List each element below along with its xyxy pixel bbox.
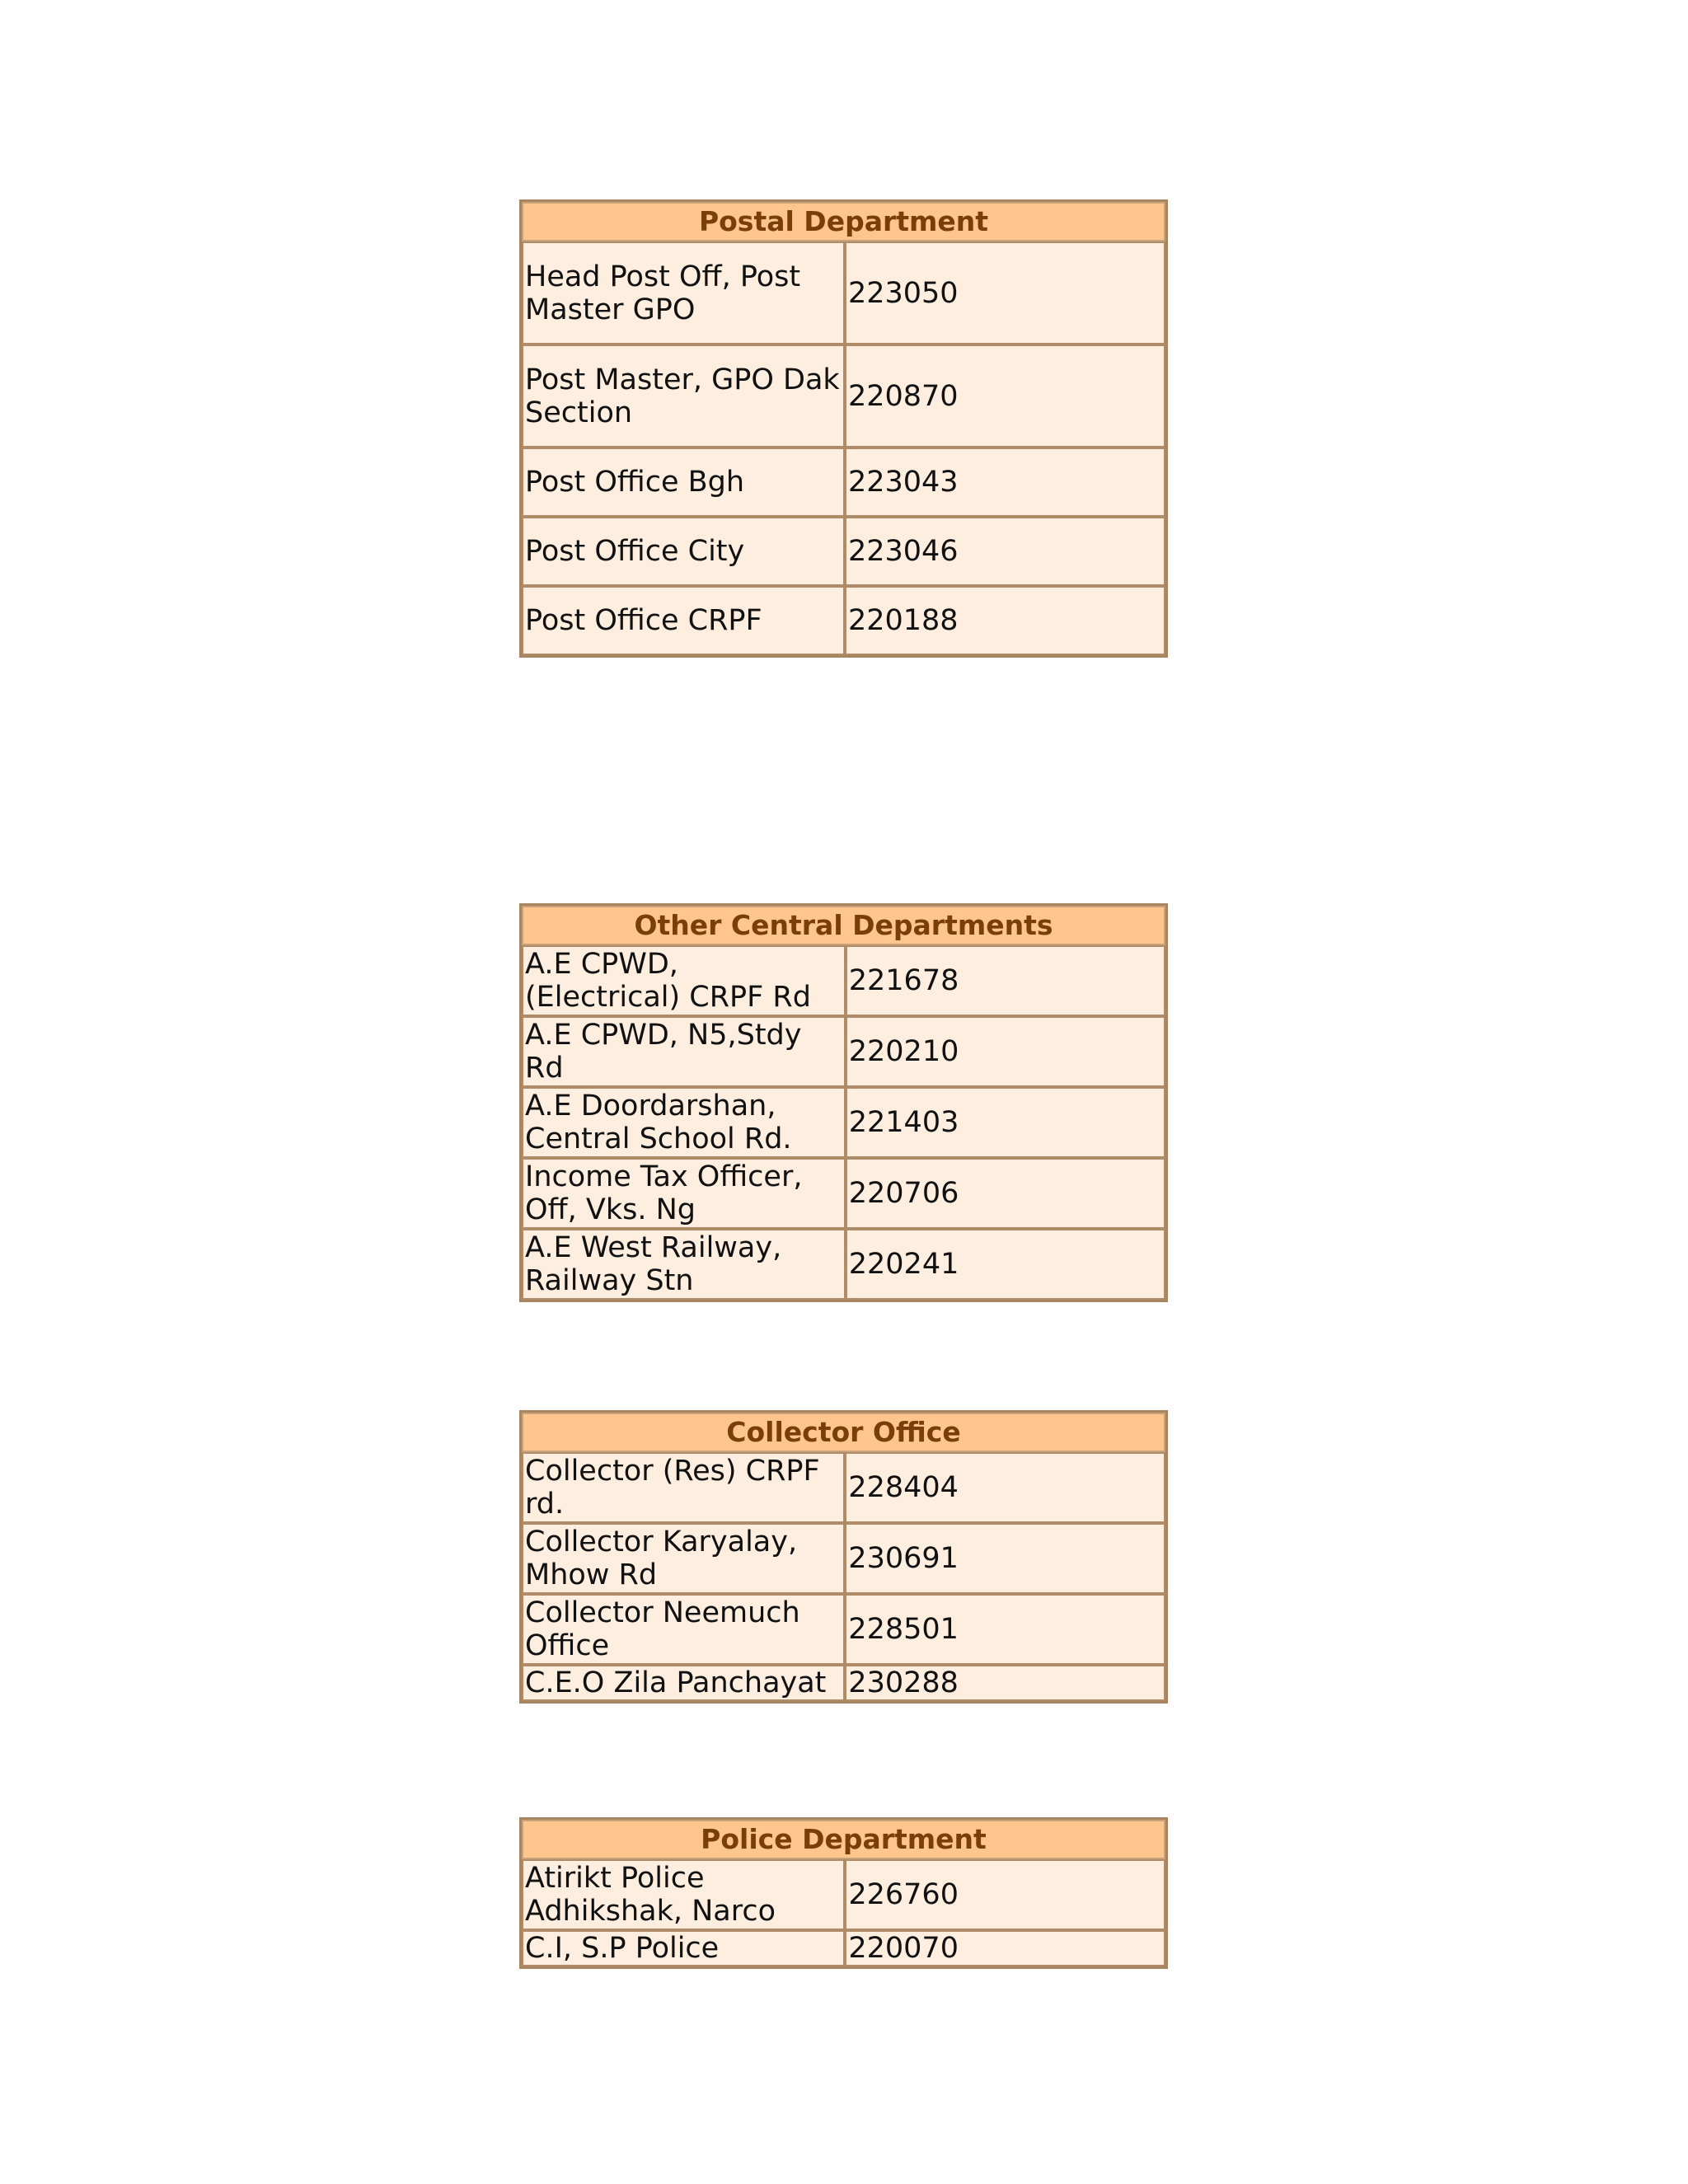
phone-number: 228404 bbox=[845, 1452, 1165, 1523]
phone-number: 230288 bbox=[845, 1665, 1165, 1701]
table-row bbox=[522, 241, 1165, 344]
table-title: Police Department bbox=[522, 1820, 1165, 1859]
other-central-departments-table bbox=[519, 903, 1168, 1302]
phone-number: 220188 bbox=[845, 586, 1165, 655]
phone-number: 220210 bbox=[846, 1016, 1165, 1087]
table-title: Postal Department bbox=[522, 202, 1165, 241]
office-name: Income Tax Officer, Off, Vks. Ng bbox=[522, 1158, 846, 1229]
office-name: A.E Doordarshan, Central School Rd. bbox=[522, 1087, 846, 1158]
table-title: Collector Office bbox=[522, 1413, 1165, 1452]
office-name: A.E CPWD, (Electrical) CRPF Rd bbox=[522, 945, 846, 1016]
office-name: Collector Neemuch Office bbox=[522, 1594, 845, 1665]
table-header-row bbox=[522, 1413, 1165, 1452]
table-row bbox=[522, 1452, 1165, 1523]
table-row bbox=[522, 1016, 1165, 1087]
office-name: A.E West Railway, Railway Stn bbox=[522, 1229, 846, 1300]
table-row bbox=[522, 1665, 1165, 1701]
office-name: C.I, S.P Police bbox=[522, 1930, 845, 1966]
table-row bbox=[522, 344, 1165, 448]
phone-number: 220870 bbox=[845, 344, 1165, 448]
table-row bbox=[522, 1229, 1165, 1300]
table-row bbox=[522, 1859, 1165, 1930]
office-name: Post Office City bbox=[522, 517, 845, 586]
table-row bbox=[522, 1087, 1165, 1158]
office-name: Atirikt Police Adhikshak, Narco bbox=[522, 1859, 845, 1930]
office-name: Post Office CRPF bbox=[522, 586, 845, 655]
phone-number: 221678 bbox=[846, 945, 1165, 1016]
phone-number: 228501 bbox=[845, 1594, 1165, 1665]
phone-number: 223043 bbox=[845, 448, 1165, 517]
phone-number: 230691 bbox=[845, 1523, 1165, 1594]
table-row bbox=[522, 448, 1165, 517]
office-name: Head Post Off, Post Master GPO bbox=[522, 241, 845, 344]
table-header-row bbox=[522, 906, 1165, 945]
collector-office-table bbox=[519, 1410, 1168, 1704]
postal-department-table bbox=[519, 199, 1168, 658]
office-name: Post Master, GPO Dak Section bbox=[522, 344, 845, 448]
office-name: Post Office Bgh bbox=[522, 448, 845, 517]
phone-number: 221403 bbox=[846, 1087, 1165, 1158]
phone-number: 226760 bbox=[845, 1859, 1165, 1930]
table-row bbox=[522, 1930, 1165, 1966]
office-name: Collector Karyalay, Mhow Rd bbox=[522, 1523, 845, 1594]
phone-number: 220241 bbox=[846, 1229, 1165, 1300]
table-row bbox=[522, 1594, 1165, 1665]
table-header-row bbox=[522, 1820, 1165, 1859]
table-row bbox=[522, 586, 1165, 655]
office-name: A.E CPWD, N5,Stdy Rd bbox=[522, 1016, 846, 1087]
office-name: C.E.O Zila Panchayat bbox=[522, 1665, 845, 1701]
table-row bbox=[522, 945, 1165, 1016]
office-name: Collector (Res) CRPF rd. bbox=[522, 1452, 845, 1523]
table-row bbox=[522, 517, 1165, 586]
phone-number: 220706 bbox=[846, 1158, 1165, 1229]
phone-number: 223046 bbox=[845, 517, 1165, 586]
table-header-row bbox=[522, 202, 1165, 241]
table-row bbox=[522, 1158, 1165, 1229]
table-row bbox=[522, 1523, 1165, 1594]
table-title: Other Central Departments bbox=[522, 906, 1165, 945]
phone-number: 220070 bbox=[845, 1930, 1165, 1966]
phone-number: 223050 bbox=[845, 241, 1165, 344]
police-department-table bbox=[519, 1817, 1168, 1969]
